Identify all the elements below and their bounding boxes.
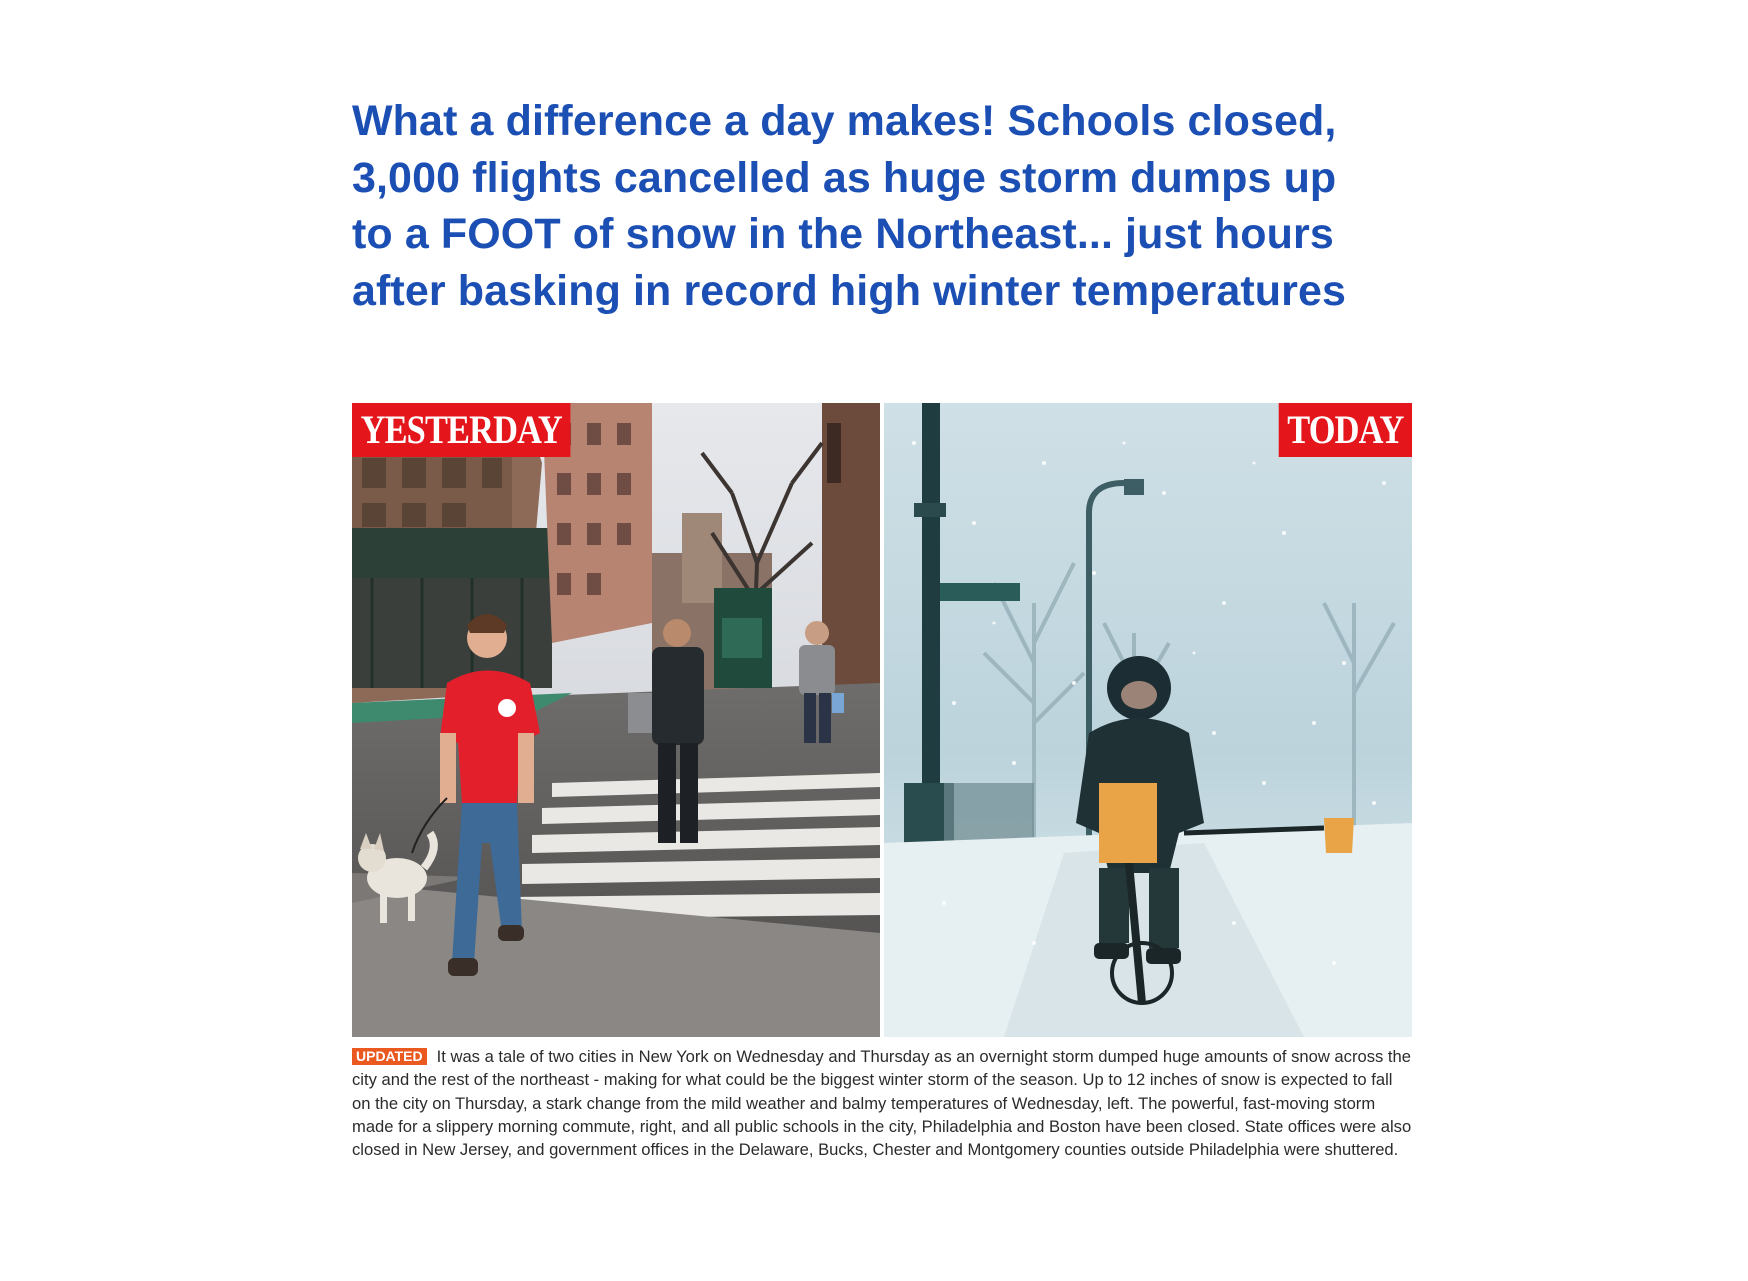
updated-badge: UPDATED bbox=[352, 1048, 427, 1065]
caption-text: It was a tale of two cities in New York on Wednesday and Thursday as an overnight storm dumped huge amounts of snow across the city and the rest of the northeast - making for what could be the biggest winter storm of the season. Up to 12 inches of snow is expected to fall on the city on Thursday, a stark change from the mild weather and balmy temperatures of Wednesday, left. The powerful, fast-moving storm made for a slippery morning commute, right, and all public schools in the city, Philadelphia and Boston have been closed. State offices were also closed in New Jersey, and government offices in the Delaware, Bucks, Chester and Montgomery counties outside Philadelphia were shuttered. bbox=[352, 1047, 1412, 1160]
photo-comparison bbox=[352, 403, 1412, 1037]
today-tag: TODAY bbox=[1279, 403, 1412, 457]
yesterday-tag: YESTERDAY bbox=[352, 403, 570, 457]
today-photo[interactable] bbox=[884, 403, 1412, 1037]
headline[interactable]: What a difference a day makes! Schools closed, 3,000 flights cancelled as huge storm dumps up to a FOOT of snow in the Northeast... just hours after basking in record high winter temperatures bbox=[352, 97, 1347, 315]
yesterday-photo[interactable] bbox=[352, 403, 880, 1037]
article bbox=[352, 93, 1412, 1160]
today-snowstorm-image bbox=[884, 403, 1412, 1037]
photo-caption bbox=[352, 1045, 1412, 1161]
yesterday-street-scene-image bbox=[352, 403, 880, 1037]
